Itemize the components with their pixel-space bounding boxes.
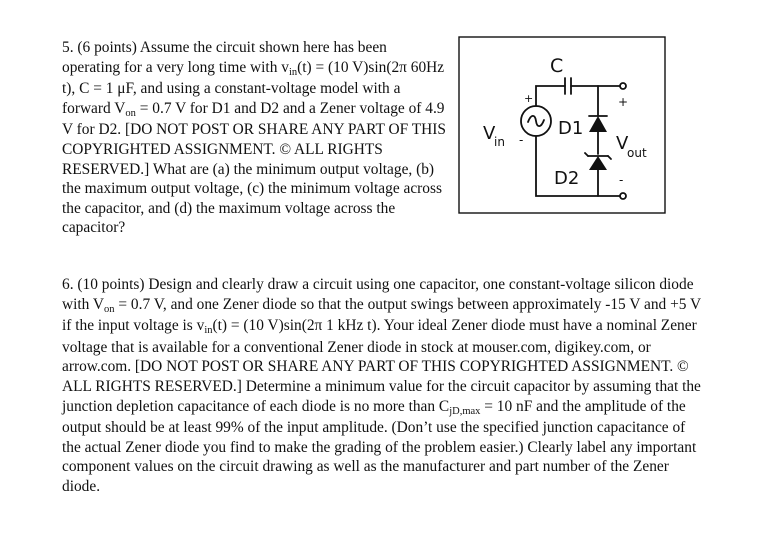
d2-bar-end-right — [608, 156, 611, 159]
q6-cjd-subscript: jD,max — [449, 405, 481, 417]
q5-von-subscript: on — [125, 107, 136, 119]
vout-minus: - — [619, 173, 624, 187]
d2-label: D2 — [554, 168, 580, 189]
ac-source-wave — [528, 116, 544, 126]
vout-label: V — [616, 133, 629, 154]
q5-text-a: Assume the circuit shown here has been operating for a very long time with — [62, 39, 387, 76]
vout-plus: + — [618, 95, 629, 109]
q6-text-b: = 0.7 V, and one Zener diode so that the output swings between approximately -15 V and +5 V if the input voltage is v — [62, 295, 701, 335]
vout-subscript: out — [627, 146, 647, 160]
d2-triangle — [589, 156, 607, 170]
d1-label: D1 — [558, 118, 584, 139]
q6-points: (10 points) — [77, 276, 145, 293]
q5-points: (6 points) — [77, 39, 137, 56]
q6-von-subscript: on — [104, 303, 115, 315]
q5-vin-equation: (t) = (10 V)sin(2π 60Hz t), C = 1 μF, and using a constant-voltage model with a forward V — [62, 58, 445, 117]
cap-label: C — [550, 55, 564, 77]
wire-source-to-cap — [536, 86, 565, 106]
q5-vin-symbol: v — [281, 58, 289, 76]
source-minus: - — [519, 133, 524, 147]
vin-subscript: in — [494, 135, 505, 149]
circuit-svg — [458, 36, 666, 214]
q6-text-a: Design and clearly draw a circuit using one capacitor, one constant-voltage silicon diode with V — [62, 276, 694, 313]
d2-bar-end-left — [585, 153, 588, 156]
vout-terminal-bottom — [620, 193, 626, 199]
q5-text-b: = 0.7 V for D1 and D2 and a Zener voltage of 4.9 V for D2. [DO NOT POST OR SHARE ANY PART OF THIS COPYRIGHTED ASSIGNMENT. © ALL RIGHTS RESERVED.] What are (a) the minimum output voltage, (b) the maximum output voltage, (c) the minimum voltage across the capacitor, and (d) the maximum voltage across the capacitor? — [62, 99, 446, 237]
d1-triangle — [589, 116, 607, 132]
q6-number: 6. — [62, 276, 74, 293]
question-6 — [62, 275, 702, 497]
vin-label: V — [483, 123, 496, 144]
circuit-diagram — [458, 36, 666, 214]
q6-text-c: (t) = (10 V)sin(2π 1 kHz t). Your ideal Zener diode must have a nominal Zener voltage that is available for a conventional Zener diode in stock at mouser.com, digikey.com, or arrow.com. [DO NOT POST OR SHARE ANY PART OF THIS COPYRIGHTED ASSIGNMENT. © ALL RIGHTS RESERVED.] Determine a minimum value for the circuit capacitor by assuming that the junction depletion capacitance of each diode is no more than C — [62, 317, 701, 415]
q5-vin-subscript: in — [288, 66, 298, 78]
source-plus: + — [524, 92, 534, 105]
q6-vin-subscript: in — [204, 325, 213, 337]
q6-text-d: = 10 nF and the amplitude of the output should be at least 99% of the input amplitude. (Don’t use the specified junction capacitance of the actual Zener diode you find to make the grading of the problem easier.) Clearly label any important component values on the circuit drawing as well as the manufacturer and part number of the Zener diode. — [62, 397, 697, 495]
q5-number: 5. — [62, 39, 74, 56]
question-5 — [62, 38, 447, 238]
vout-terminal-top — [620, 83, 626, 89]
